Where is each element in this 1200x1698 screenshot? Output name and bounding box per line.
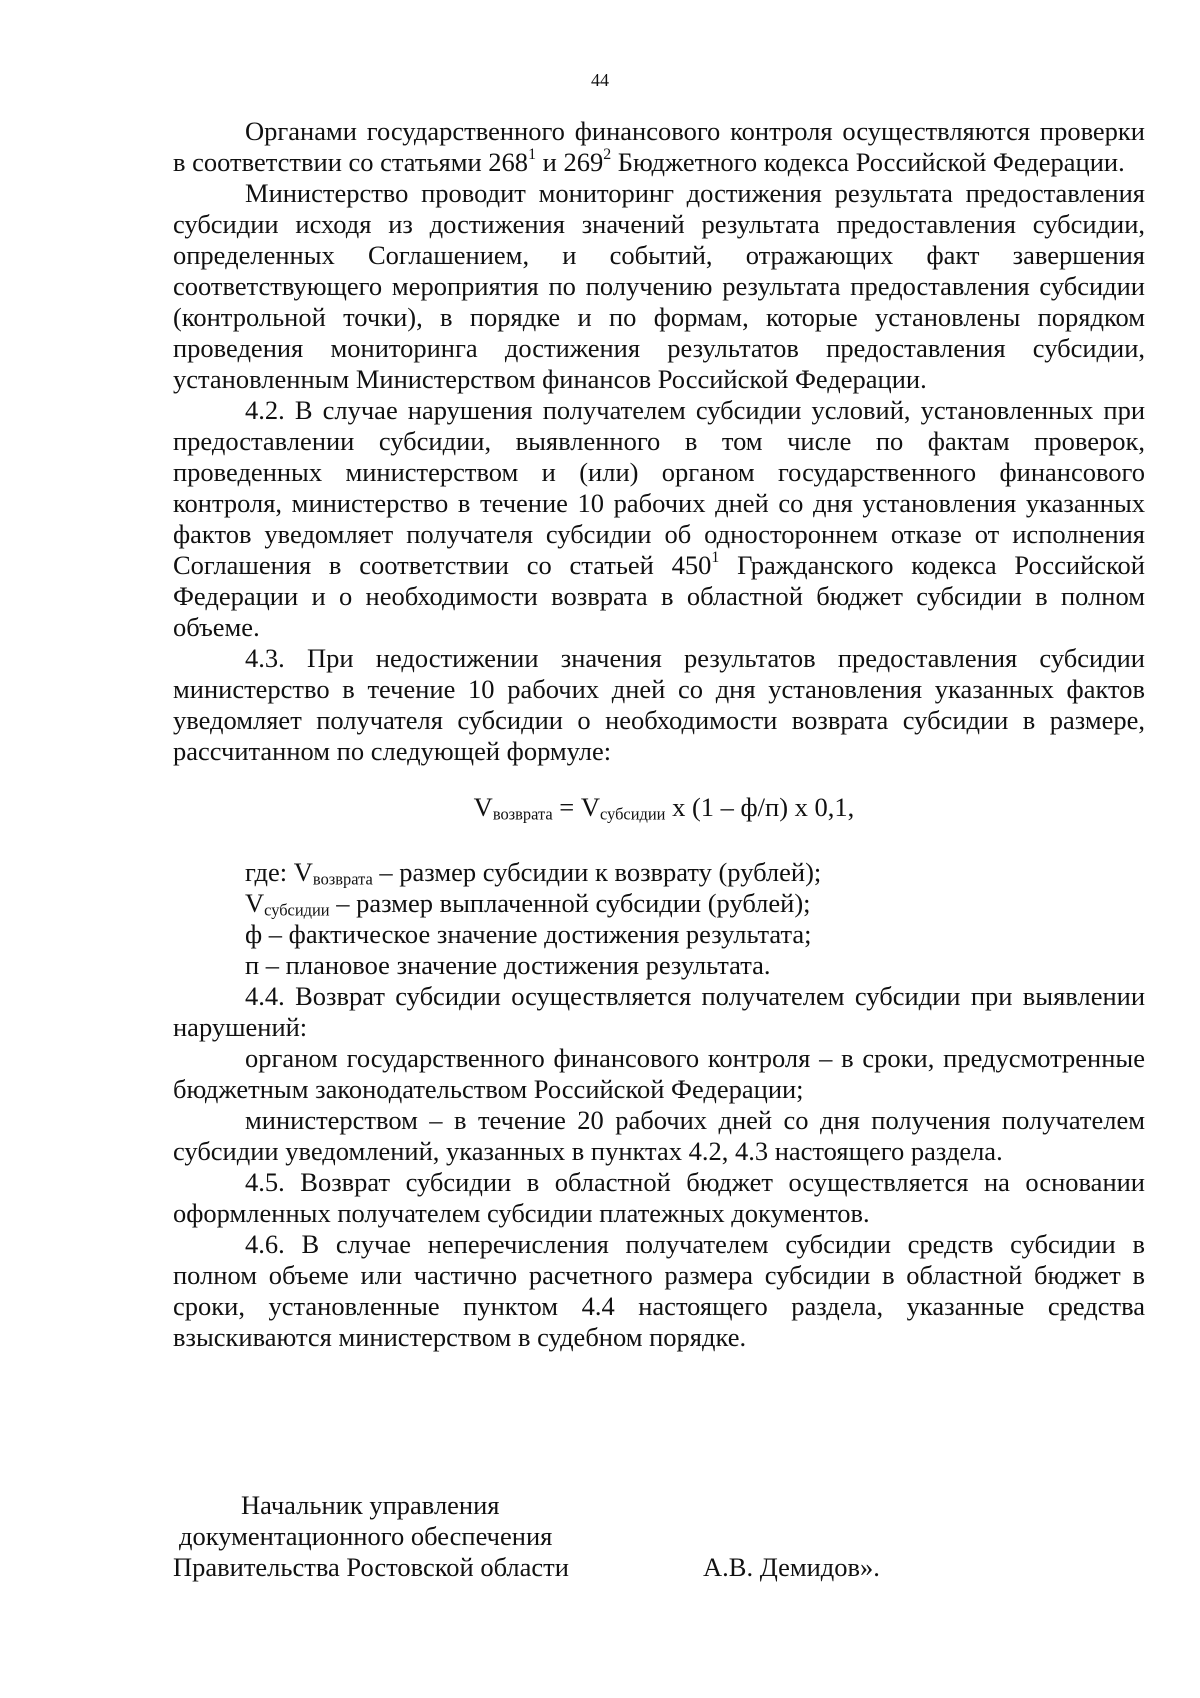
paragraph-4-6: 4.6. В случае неперечисления получателем субсидии средств субсидии в полном объеме или частично расчетного размера субсидии в областной бюджет в сроки, установленные пунктом 4.4 настоящего раздела, указанные средства взыскиваются министерством в судебном порядке. [173, 1229, 1145, 1352]
paragraph-text: 4.2. В случае нарушения получателем субсидии условий, установленных при предоставлении субсидии, выявленного в том числе по фактам проверок, проведенных министерством и (или) органом государственного финансового контроля, министерство в течение 10 рабочих дней со дня установления указанных фактов уведомляет получателя субсидии об одностороннем отказе от исполнения Соглашения в соответствии со статьей 450 [173, 395, 1145, 580]
superscript: 1 [528, 146, 537, 164]
paragraph-4-4-control-body: органом государственного финансового контроля – в сроки, предусмотренные бюджетным законодательством Российской Федерации; [173, 1043, 1145, 1104]
paragraph-text: Бюджетного кодекса Российской Федерации. [611, 147, 1125, 177]
definition-subscript: субсидии [264, 900, 330, 920]
formula-rest: x (1 – ф/п) x 0,1, [665, 792, 855, 822]
formula-subscript: субсидии [600, 804, 666, 824]
superscript: 2 [603, 146, 612, 164]
definition-term: V [245, 888, 265, 918]
paragraph-text: и 269 [536, 147, 604, 177]
formula-var: = V [552, 792, 600, 822]
signer-row [173, 1552, 1145, 1583]
paragraph-4-2 [173, 395, 1145, 643]
formula-definitions [173, 857, 1145, 981]
definition-f: ф – фактическое значение достижения результата; [245, 919, 812, 949]
signature-block [173, 1490, 1145, 1583]
formula-var: V [473, 792, 493, 822]
definition-term: где: V [245, 857, 313, 887]
paragraph-text: Органами государственного финансового контроля осуществляются проверки в соответствии со статьями 268 [173, 116, 1145, 177]
paragraph-4-3: 4.3. При недостижении значения результатов предоставления субсидии министерство в течение 10 рабочих дней со дня установления указанных фактов уведомляет получателя субсидии о необходимости возврата субсидии в размере, рассчитанном по следующей формуле: [173, 643, 1145, 766]
paragraph-text: Гражданского кодекса Российской Федерации и о необходимости возврата в областной бюджет субсидии в полном объеме. [173, 550, 1145, 642]
definition-text: – размер субсидии к возврату (рублей); [372, 857, 822, 887]
paragraph-financial-control [173, 116, 1145, 178]
definition-v-return [173, 857, 1145, 888]
refund-formula [173, 792, 1145, 823]
signer-title-line2: документационного обеспечения [179, 1521, 553, 1551]
paragraph-4-4: 4.4. Возврат субсидии осуществляется получателем субсидии при выявлении нарушений: [173, 981, 1145, 1042]
definition-v-subsidy [173, 888, 1145, 919]
signer-title-line1: Начальник управления [241, 1490, 500, 1520]
superscript: 1 [711, 549, 720, 567]
paragraph-4-5: 4.5. Возврат субсидии в областной бюджет осуществляется на основании оформленных получателем субсидии платежных документов. [173, 1167, 1145, 1228]
document-body [173, 116, 1145, 1353]
signer-name: А.В. Демидов». [703, 1552, 880, 1582]
signer-title-line3: Правительства Ростовской области [173, 1552, 569, 1582]
page-number: 44 [591, 70, 609, 90]
paragraph-4-4-ministry: министерством – в течение 20 рабочих дней со дня получения получателем субсидии уведомлений, указанных в пунктах 4.2, 4.3 настоящего раздела. [173, 1105, 1145, 1166]
definition-subscript: возврата [312, 869, 373, 889]
definition-text: – размер выплаченной субсидии (рублей); [329, 888, 811, 918]
paragraph-monitoring: Министерство проводит мониторинг достижения результата предоставления субсидии исходя из достижения значений результата предоставления субсидии, определенных Соглашением, и событий, отражающих факт завершения соответствующего мероприятия по получению результата предоставления субсидии (контрольной точки), в порядке и по формам, которые установлены порядком проведения мониторинга достижения результатов предоставления субсидии, установленным Министерством финансов Российской Федерации. [173, 178, 1145, 394]
formula-subscript: возврата [492, 804, 553, 824]
definition-p: п – плановое значение достижения результата. [245, 950, 771, 980]
